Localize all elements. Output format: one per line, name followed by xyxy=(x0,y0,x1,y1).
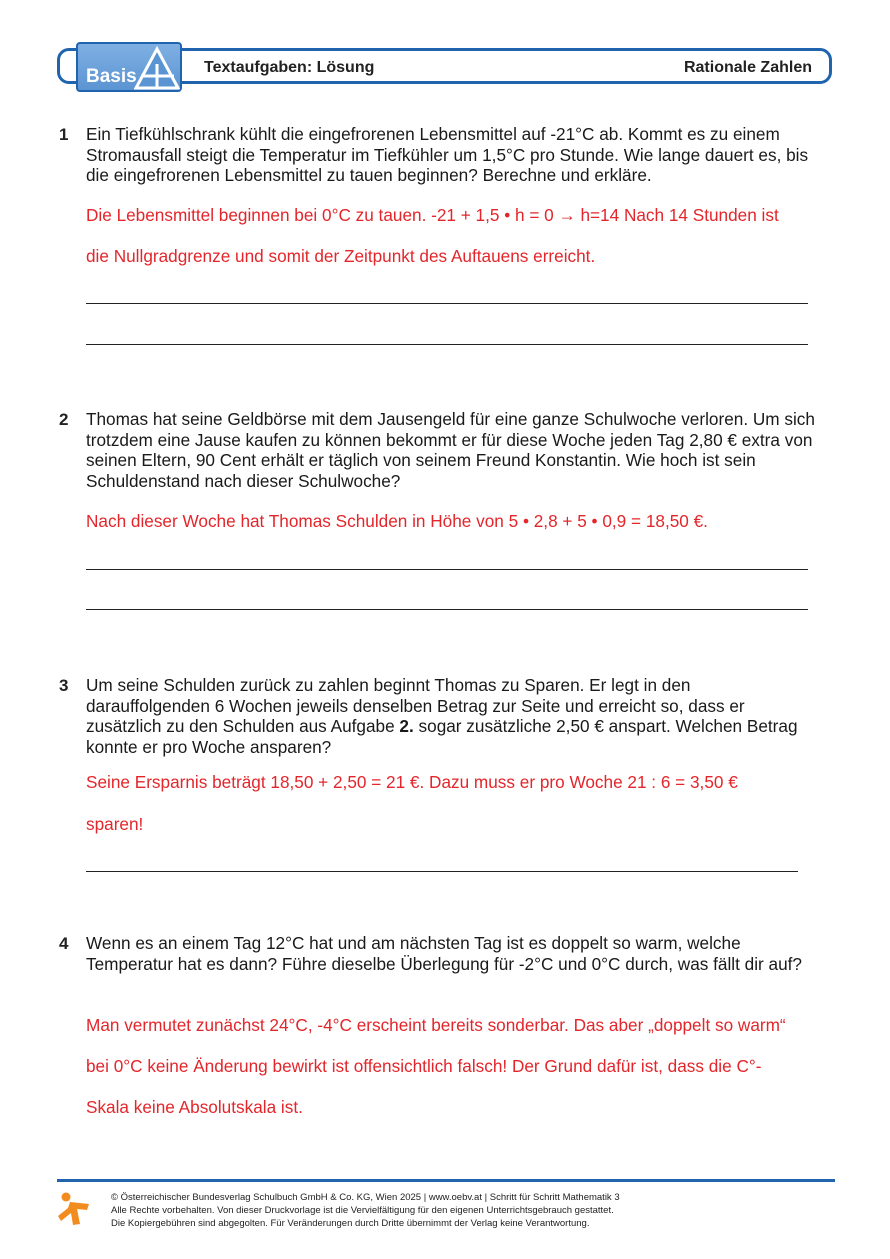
task-1-answer-line-2: die Nullgradgrenze und somit der Zeitpunkt des Auftauens erreicht. xyxy=(86,246,596,266)
task-2-question: Thomas hat seine Geldbörse mit dem Jausengeld für eine ganze Schulwoche verloren. Um sich trotzdem eine Jause kaufen zu können bekommt er für diese Woche jeden Tag 2,80 € extra von seinen Eltern, 90 Cent erhält er täglich von seinem Freund Konstantin. Wie hoch ist sein Schuldenstand nach dieser Schulwoche? xyxy=(86,409,815,491)
footer-line xyxy=(57,1179,835,1182)
subject-title: Rationale Zahlen xyxy=(683,59,812,76)
footer-rights: Alle Rechte vorbehalten. Von dieser Druckvorlage ist die Vervielfältigung für den eigenen Unterrichtsgebrauch gestattet. xyxy=(111,1205,614,1216)
task-4-answer-line-2: bei 0°C keine Änderung bewirkt ist offensichtlich falsch! Der Grund dafür ist, dass die C°- xyxy=(86,1056,762,1076)
level-badge xyxy=(76,42,182,92)
task-4-answer-line-1: Man vermutet zunächst 24°C, -4°C erscheint bereits sonderbar. Das aber „doppelt so warm“ xyxy=(86,1015,786,1035)
answer-rule xyxy=(86,303,808,304)
answer-rule xyxy=(86,344,808,345)
footer-fees: Die Kopiergebühren sind abgegolten. Für Veränderungen durch Dritte übernimmt der Verlag keine Verantwortung. xyxy=(111,1218,590,1229)
answer-rule xyxy=(86,871,798,872)
triangle-icon xyxy=(134,46,180,90)
answer-rule xyxy=(86,569,808,570)
publisher-logo-icon xyxy=(56,1191,92,1227)
footer-copyright: © Österreichischer Bundesverlag Schulbuch GmbH & Co. KG, Wien 2025 | www.oebv.at | Schritt für Schritt Mathematik 3 xyxy=(111,1192,620,1203)
task-3-question-text-end: sogar zusätzliche 2,50 € anspart. Welchen Betrag konnte er pro Woche ansparen? xyxy=(86,716,798,757)
task-3-question-text: Um seine Schulden zurück zu zahlen beginnt Thomas zu Sparen. Er legt in den darauffolgenden 6 Wochen jeweils denselben Betrag zur Seite und erreicht so, dass er zusätzlich zu den Schulden aus Aufgabe xyxy=(86,675,745,736)
badge-label: Basis xyxy=(86,66,137,87)
task-reference: 2. xyxy=(399,716,414,736)
page-title: Textaufgaben: Lösung xyxy=(204,59,375,76)
task-1-question: Ein Tiefkühlschrank kühlt die eingefrorenen Lebensmittel auf -21°C ab. Kommt es zu einem Stromausfall steigt die Temperatur im Tiefkühler um 1,5°C pro Stunde. Wie lange dauert es, bis die eingefrorenen Lebensmittel zu tauen beginnen? Berechne und erkläre. xyxy=(86,124,809,185)
task-3-number: 3 xyxy=(59,676,69,695)
task-4-answer-line-3: Skala keine Absolutskala ist. xyxy=(86,1097,303,1117)
task-3-question xyxy=(86,675,816,757)
task-1-answer-line-1: Die Lebensmittel beginnen bei 0°C zu tauen. -21 + 1,5 • h = 0 → h=14 Nach 14 Stunden ist xyxy=(86,205,779,225)
task-4-question: Wenn es an einem Tag 12°C hat und am nächsten Tag ist es doppelt so warm, welche Temperatur hat es dann? Führe dieselbe Überlegung für -2°C und 0°C durch, was fällt dir auf? xyxy=(86,933,802,974)
task-4-number: 4 xyxy=(59,934,69,953)
answer-rule xyxy=(86,609,808,610)
task-2-answer-line-1: Nach dieser Woche hat Thomas Schulden in Höhe von 5 • 2,8 + 5 • 0,9 = 18,50 €. xyxy=(86,511,708,531)
task-1-number: 1 xyxy=(59,125,69,144)
task-2-number: 2 xyxy=(59,410,69,429)
task-3-answer-line-2: sparen! xyxy=(86,814,144,834)
task-3-answer-line-1: Seine Ersparnis beträgt 18,50 + 2,50 = 21 €. Dazu muss er pro Woche 21 : 6 = 3,50 € xyxy=(86,772,738,792)
